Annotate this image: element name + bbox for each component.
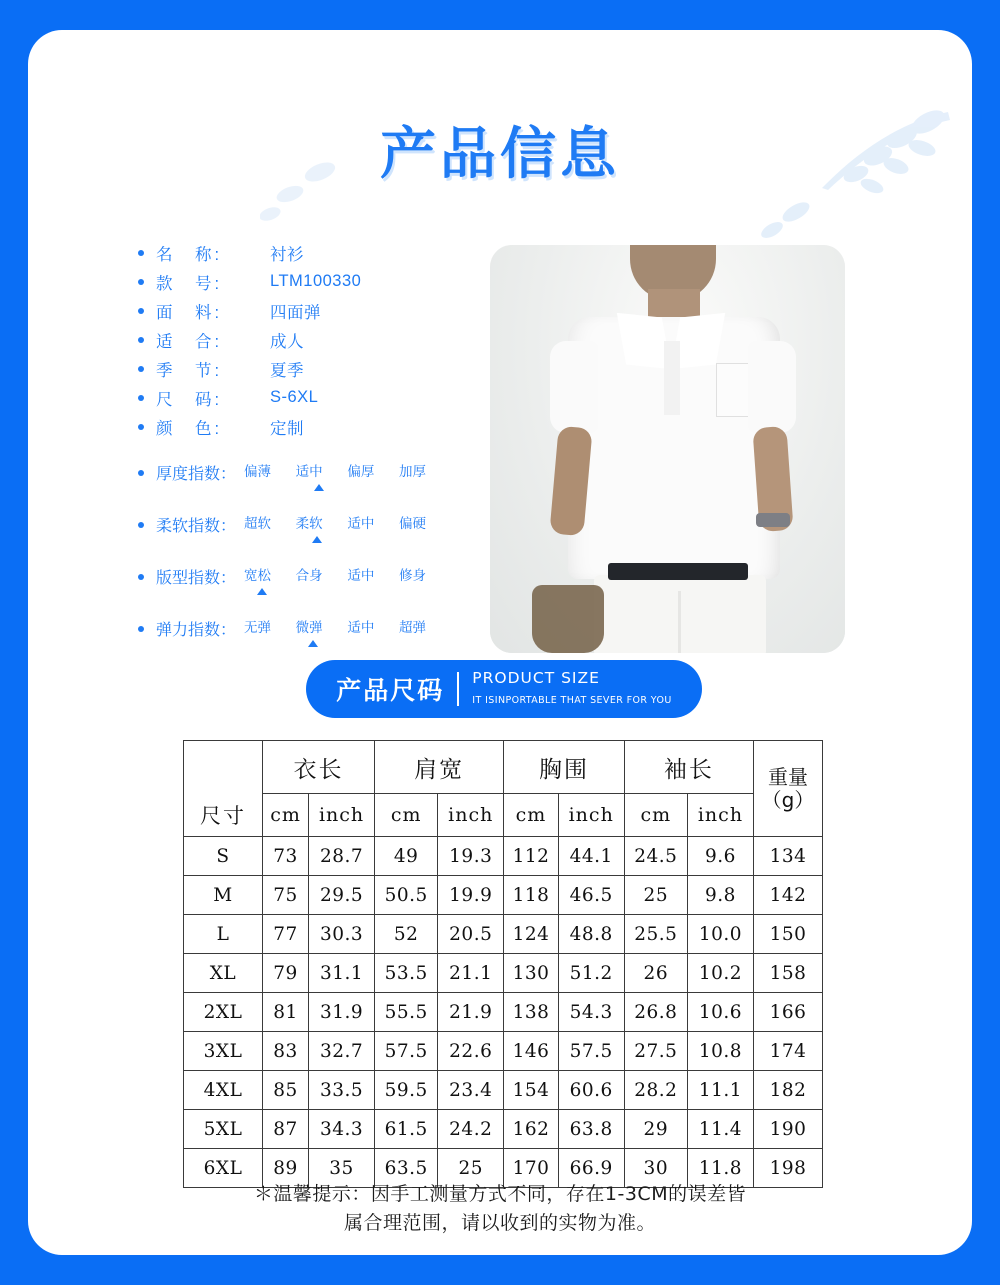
table-unit-header: cm xyxy=(375,794,438,837)
table-cell: 170 xyxy=(504,1149,558,1188)
index-option: 适中 xyxy=(347,516,375,531)
table-cell: 19.3 xyxy=(438,837,504,876)
table-row xyxy=(184,1110,823,1149)
table-cell: 32.7 xyxy=(309,1032,375,1071)
index-option: 适中 xyxy=(347,568,375,583)
table-cell: 10.2 xyxy=(687,954,753,993)
table-cell: 57.5 xyxy=(558,1032,624,1071)
index-row-thickness xyxy=(138,460,508,485)
table-cell: 10.6 xyxy=(687,993,753,1032)
bullet-dot-icon xyxy=(138,366,144,372)
table-unit-header: inch xyxy=(309,794,375,837)
index-option: 修身 xyxy=(398,568,426,583)
table-group-header: 肩宽 xyxy=(375,741,504,794)
table-cell: 66.9 xyxy=(558,1149,624,1188)
table-cell: 79 xyxy=(263,954,309,993)
table-unit-header: cm xyxy=(263,794,309,837)
spec-value: LTM100330 xyxy=(270,272,362,290)
table-cell: 11.1 xyxy=(687,1071,753,1110)
table-cell: 26.8 xyxy=(624,993,687,1032)
size-banner-en-line1: PRODUCT SIZE xyxy=(472,669,600,687)
table-cell: 30 xyxy=(624,1149,687,1188)
table-cell: 89 xyxy=(263,1149,309,1188)
index-scale xyxy=(244,460,426,485)
size-label: 6XL xyxy=(184,1149,263,1188)
table-cell: 44.1 xyxy=(558,837,624,876)
index-marker-icon xyxy=(308,640,318,647)
table-cell: 11.8 xyxy=(687,1149,753,1188)
spec-label: 面 料: xyxy=(156,303,223,322)
index-option: 柔软 xyxy=(295,516,323,531)
table-unit-header: cm xyxy=(504,794,558,837)
table-cell: 26 xyxy=(624,954,687,993)
index-option: 适中 xyxy=(347,620,375,635)
table-group-header: 袖长 xyxy=(624,741,753,794)
table-cell: 29 xyxy=(624,1110,687,1149)
bullet-dot-icon xyxy=(138,574,144,580)
model-belt xyxy=(608,563,748,580)
table-cell: 130 xyxy=(504,954,558,993)
table-cell: 34.3 xyxy=(309,1110,375,1149)
size-table xyxy=(183,740,823,1188)
table-header-row-units xyxy=(184,794,823,837)
size-label: XL xyxy=(184,954,263,993)
table-cell: 51.2 xyxy=(558,954,624,993)
index-option: 加厚 xyxy=(398,464,426,479)
table-corner-header: 尺寸 xyxy=(184,741,263,837)
table-row xyxy=(184,1032,823,1071)
spec-value: 成人 xyxy=(270,332,304,351)
table-group-header: 衣长 xyxy=(263,741,375,794)
spec-value: 衬衫 xyxy=(270,245,304,264)
bullet-dot-icon xyxy=(138,626,144,632)
table-cell: 59.5 xyxy=(375,1071,438,1110)
table-cell: 20.5 xyxy=(438,915,504,954)
spec-label: 颜 色: xyxy=(156,419,223,438)
table-row xyxy=(184,1071,823,1110)
footnote-line2: 属合理范围，请以收到的实物为准。 xyxy=(343,1212,656,1235)
index-label: 柔软指数： xyxy=(156,518,237,535)
table-unit-header: inch xyxy=(438,794,504,837)
table-cell: 60.6 xyxy=(558,1071,624,1110)
table-cell: 10.8 xyxy=(687,1032,753,1071)
size-label: L xyxy=(184,915,263,954)
weight-header-line2: （g） xyxy=(761,787,815,812)
index-label: 厚度指数： xyxy=(156,466,237,483)
table-cell: 57.5 xyxy=(375,1032,438,1071)
table-cell: 73 xyxy=(263,837,309,876)
table-weight-header xyxy=(754,741,823,837)
spec-value: 定制 xyxy=(270,419,304,438)
shirt-sleeve-left xyxy=(550,341,598,433)
table-cell: 124 xyxy=(504,915,558,954)
spec-label: 款 号: xyxy=(156,274,223,293)
table-cell: 21.9 xyxy=(438,993,504,1032)
spec-list xyxy=(138,238,488,441)
size-label: 5XL xyxy=(184,1110,263,1149)
table-cell: 75 xyxy=(263,876,309,915)
table-cell: 25 xyxy=(624,876,687,915)
spec-label: 季 节: xyxy=(156,361,223,380)
table-cell: 9.6 xyxy=(687,837,753,876)
table-row xyxy=(184,876,823,915)
index-option: 超软 xyxy=(244,516,272,531)
table-cell: 63.5 xyxy=(375,1149,438,1188)
index-option: 适中 xyxy=(295,464,323,479)
index-option: 宽松 xyxy=(244,568,272,583)
table-cell: 10.0 xyxy=(687,915,753,954)
pants-seam xyxy=(678,591,681,653)
wrist-watch xyxy=(756,513,790,527)
bullet-dot-icon xyxy=(138,308,144,314)
index-row-fit xyxy=(138,564,508,589)
size-label: 3XL xyxy=(184,1032,263,1071)
spec-label: 适 合: xyxy=(156,332,223,351)
table-unit-header: inch xyxy=(558,794,624,837)
footnote xyxy=(28,1180,972,1239)
table-row xyxy=(184,993,823,1032)
table-cell: 150 xyxy=(754,915,823,954)
index-marker-icon xyxy=(312,536,322,543)
size-banner-en xyxy=(472,669,671,709)
index-options xyxy=(244,460,426,480)
table-cell: 19.9 xyxy=(438,876,504,915)
table-cell: 85 xyxy=(263,1071,309,1110)
table-cell: 182 xyxy=(754,1071,823,1110)
index-label-wrap xyxy=(138,512,236,536)
index-row-elasticity xyxy=(138,616,508,641)
shirt-sleeve-right xyxy=(748,341,796,433)
index-scale xyxy=(244,616,426,641)
index-option: 偏薄 xyxy=(244,464,272,479)
spec-label: 尺 码: xyxy=(156,390,223,409)
size-label: 2XL xyxy=(184,993,263,1032)
size-label: 4XL xyxy=(184,1071,263,1110)
spec-item xyxy=(138,296,488,325)
index-label-wrap xyxy=(138,460,236,484)
size-banner xyxy=(306,660,702,718)
size-label: S xyxy=(184,837,263,876)
size-table-wrapper xyxy=(183,740,823,1188)
table-cell: 29.5 xyxy=(309,876,375,915)
index-scale xyxy=(244,564,426,589)
bullet-dot-icon xyxy=(138,470,144,476)
index-label-wrap xyxy=(138,564,236,588)
table-cell: 22.6 xyxy=(438,1032,504,1071)
table-cell: 134 xyxy=(754,837,823,876)
table-cell: 49 xyxy=(375,837,438,876)
spec-item xyxy=(138,354,488,383)
bullet-dot-icon xyxy=(138,250,144,256)
spec-item xyxy=(138,383,488,412)
index-option: 无弹 xyxy=(244,620,272,635)
table-cell: 61.5 xyxy=(375,1110,438,1149)
spec-label: 名 称: xyxy=(156,245,223,264)
bullet-dot-icon xyxy=(138,424,144,430)
product-photo xyxy=(490,245,845,653)
table-unit-header: cm xyxy=(624,794,687,837)
spec-value: S-6XL xyxy=(270,388,319,406)
table-cell: 24.5 xyxy=(624,837,687,876)
bullet-dot-icon xyxy=(138,395,144,401)
table-row xyxy=(184,915,823,954)
index-option: 偏硬 xyxy=(398,516,426,531)
table-cell: 31.1 xyxy=(309,954,375,993)
index-option: 合身 xyxy=(295,568,323,583)
table-cell: 21.1 xyxy=(438,954,504,993)
table-cell: 28.2 xyxy=(624,1071,687,1110)
table-cell: 35 xyxy=(309,1149,375,1188)
table-cell: 33.5 xyxy=(309,1071,375,1110)
table-group-header: 胸围 xyxy=(504,741,624,794)
index-list xyxy=(138,460,508,668)
size-banner-divider xyxy=(457,672,459,706)
table-cell: 48.8 xyxy=(558,915,624,954)
table-cell: 162 xyxy=(504,1110,558,1149)
page-title: 产品信息 xyxy=(380,122,620,187)
table-cell: 25 xyxy=(438,1149,504,1188)
table-cell: 146 xyxy=(504,1032,558,1071)
spec-item xyxy=(138,412,488,441)
table-cell: 53.5 xyxy=(375,954,438,993)
table-cell: 118 xyxy=(504,876,558,915)
product-info-card xyxy=(28,30,972,1255)
table-cell: 27.5 xyxy=(624,1032,687,1071)
bullet-dot-icon xyxy=(138,279,144,285)
index-row-softness xyxy=(138,512,508,537)
table-cell: 54.3 xyxy=(558,993,624,1032)
table-header-row-groups xyxy=(184,741,823,794)
spec-item xyxy=(138,267,488,296)
table-cell: 77 xyxy=(263,915,309,954)
index-marker-icon xyxy=(257,588,267,595)
table-row xyxy=(184,954,823,993)
index-option: 偏厚 xyxy=(347,464,375,479)
table-cell: 142 xyxy=(754,876,823,915)
table-cell: 9.8 xyxy=(687,876,753,915)
table-cell: 198 xyxy=(754,1149,823,1188)
spec-item xyxy=(138,325,488,354)
table-cell: 166 xyxy=(754,993,823,1032)
bullet-dot-icon xyxy=(138,337,144,343)
spec-item xyxy=(138,238,488,267)
weight-header-line1: 重量 xyxy=(768,764,808,789)
size-banner-en-line2: IT ISINPORTABLE THAT SEVER FOR YOU xyxy=(472,695,672,706)
table-cell: 154 xyxy=(504,1071,558,1110)
index-label-wrap xyxy=(138,616,236,640)
index-label: 版型指数： xyxy=(156,570,237,587)
table-cell: 31.9 xyxy=(309,993,375,1032)
index-option: 微弹 xyxy=(295,620,323,635)
footnote-line1: ＊温馨提示：因手工测量方式不同，存在1-3CM的误差皆 xyxy=(253,1183,747,1205)
table-cell: 24.2 xyxy=(438,1110,504,1149)
size-banner-cn: 产品尺码 xyxy=(336,677,445,705)
table-cell: 46.5 xyxy=(558,876,624,915)
table-cell: 52 xyxy=(375,915,438,954)
table-cell: 25.5 xyxy=(624,915,687,954)
table-cell: 55.5 xyxy=(375,993,438,1032)
table-row xyxy=(184,837,823,876)
table-cell: 83 xyxy=(263,1032,309,1071)
index-options xyxy=(244,616,426,636)
table-cell: 112 xyxy=(504,837,558,876)
table-cell: 174 xyxy=(754,1032,823,1071)
table-cell: 23.4 xyxy=(438,1071,504,1110)
size-label: M xyxy=(184,876,263,915)
table-cell: 28.7 xyxy=(309,837,375,876)
shirt-placket xyxy=(664,341,680,415)
index-options xyxy=(244,564,426,584)
index-option: 超弹 xyxy=(398,620,426,635)
index-scale xyxy=(244,512,426,537)
table-cell: 138 xyxy=(504,993,558,1032)
index-label: 弹力指数： xyxy=(156,622,237,639)
bullet-dot-icon xyxy=(138,522,144,528)
model-bag xyxy=(532,585,604,653)
table-cell: 190 xyxy=(754,1110,823,1149)
table-cell: 158 xyxy=(754,954,823,993)
table-cell: 50.5 xyxy=(375,876,438,915)
table-cell: 11.4 xyxy=(687,1110,753,1149)
table-cell: 63.8 xyxy=(558,1110,624,1149)
spec-value: 四面弹 xyxy=(270,303,321,322)
spec-value: 夏季 xyxy=(270,361,304,380)
index-marker-icon xyxy=(314,484,324,491)
index-options xyxy=(244,512,426,532)
table-cell: 30.3 xyxy=(309,915,375,954)
table-unit-header: inch xyxy=(687,794,753,837)
table-cell: 87 xyxy=(263,1110,309,1149)
table-cell: 81 xyxy=(263,993,309,1032)
